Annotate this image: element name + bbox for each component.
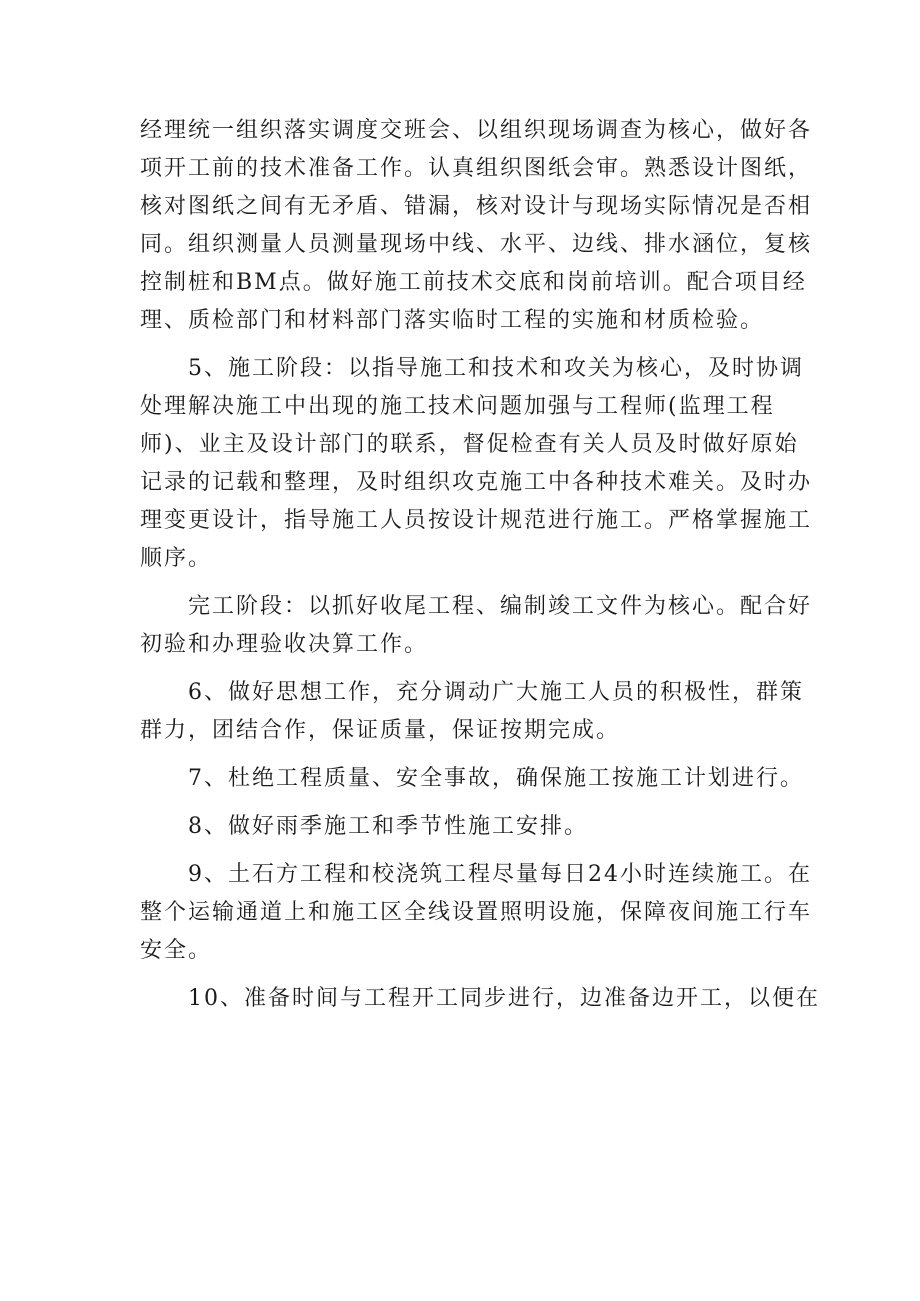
paragraph-preparation-continued [140,112,813,340]
text-line: 群力，团结合作，保证质量，保证按期完成。 [140,718,621,743]
document-body [140,112,820,1018]
text-line: 6、做好思想工作，充分调动广大施工人员的积极性，群策 [188,680,804,705]
text-line: 项开工前的技术准备工作。认真组织图纸会审。熟悉设计图纸， [140,156,813,181]
text-line: 5、施工阶段：以指导施工和技术和攻关为核心，及时协调 [188,356,804,381]
text-line: 师)、业主及设计部门的联系，督促检查有关人员及时做好原始 [140,432,799,457]
paragraph-item-7 [140,760,804,798]
paragraph-item-6 [140,674,804,750]
paragraph-gap [140,664,785,674]
paragraph-completion-stage [140,588,813,664]
paragraph-gap [140,340,785,350]
text-line: 安全。 [140,938,213,963]
text-line: 理变更设计，指导施工人员按设计规范进行施工。严格掌握施工 [140,508,813,533]
paragraph-item-10 [140,980,820,1018]
text-line: 核对图纸之间有无矛盾、错漏，核对设计与现场实际情况是否相 [140,194,813,219]
text-line: 完工阶段：以抓好收尾工程、编制竣工文件为核心。配合好 [188,594,813,619]
text-line: 记录的记载和整理，及时组织攻克施工中各种技术难关。及时办 [140,470,813,495]
text-line: 9、土石方工程和校浇筑工程尽量每日24小时连续施工。在 [188,862,812,887]
paragraph-gap [140,798,785,808]
text-line: 控制桩和BM点。做好施工前技术交底和岗前培训。配合项目经 [140,270,807,295]
text-line: 经理统一组织落实调度交班会、以组织现场调查为核心，做好各 [140,118,813,143]
paragraph-gap [140,750,785,760]
text-line: 7、杜绝工程质量、安全事故，确保施工按施工计划进行。 [188,766,804,791]
text-line: 初验和办理验收决算工作。 [140,632,429,657]
text-line: 同。组织测量人员测量现场中线、水平、边线、排水涵位，复核 [140,232,813,257]
text-line: 顺序。 [140,546,213,571]
text-line: 整个运输通道上和施工区全线设置照明设施，保障夜间施工行车 [140,900,813,925]
paragraph-gap [140,578,785,588]
text-line: 理、质检部门和材料部门落实临时工程的实施和材质检验。 [140,308,765,333]
paragraph-item-8 [140,808,785,846]
paragraph-gap [140,846,785,856]
paragraph-item-5 [140,350,813,578]
paragraph-gap [140,970,785,980]
text-line: 处理解决施工中出现的施工技术问题加强与工程师(监理工程 [140,394,775,419]
paragraph-item-9 [140,856,813,970]
text-line: 10、准备时间与工程开工同步进行，边准备边开工，以便在 [188,986,820,1011]
text-line: 8、做好雨季施工和季节性施工安排。 [188,814,588,839]
